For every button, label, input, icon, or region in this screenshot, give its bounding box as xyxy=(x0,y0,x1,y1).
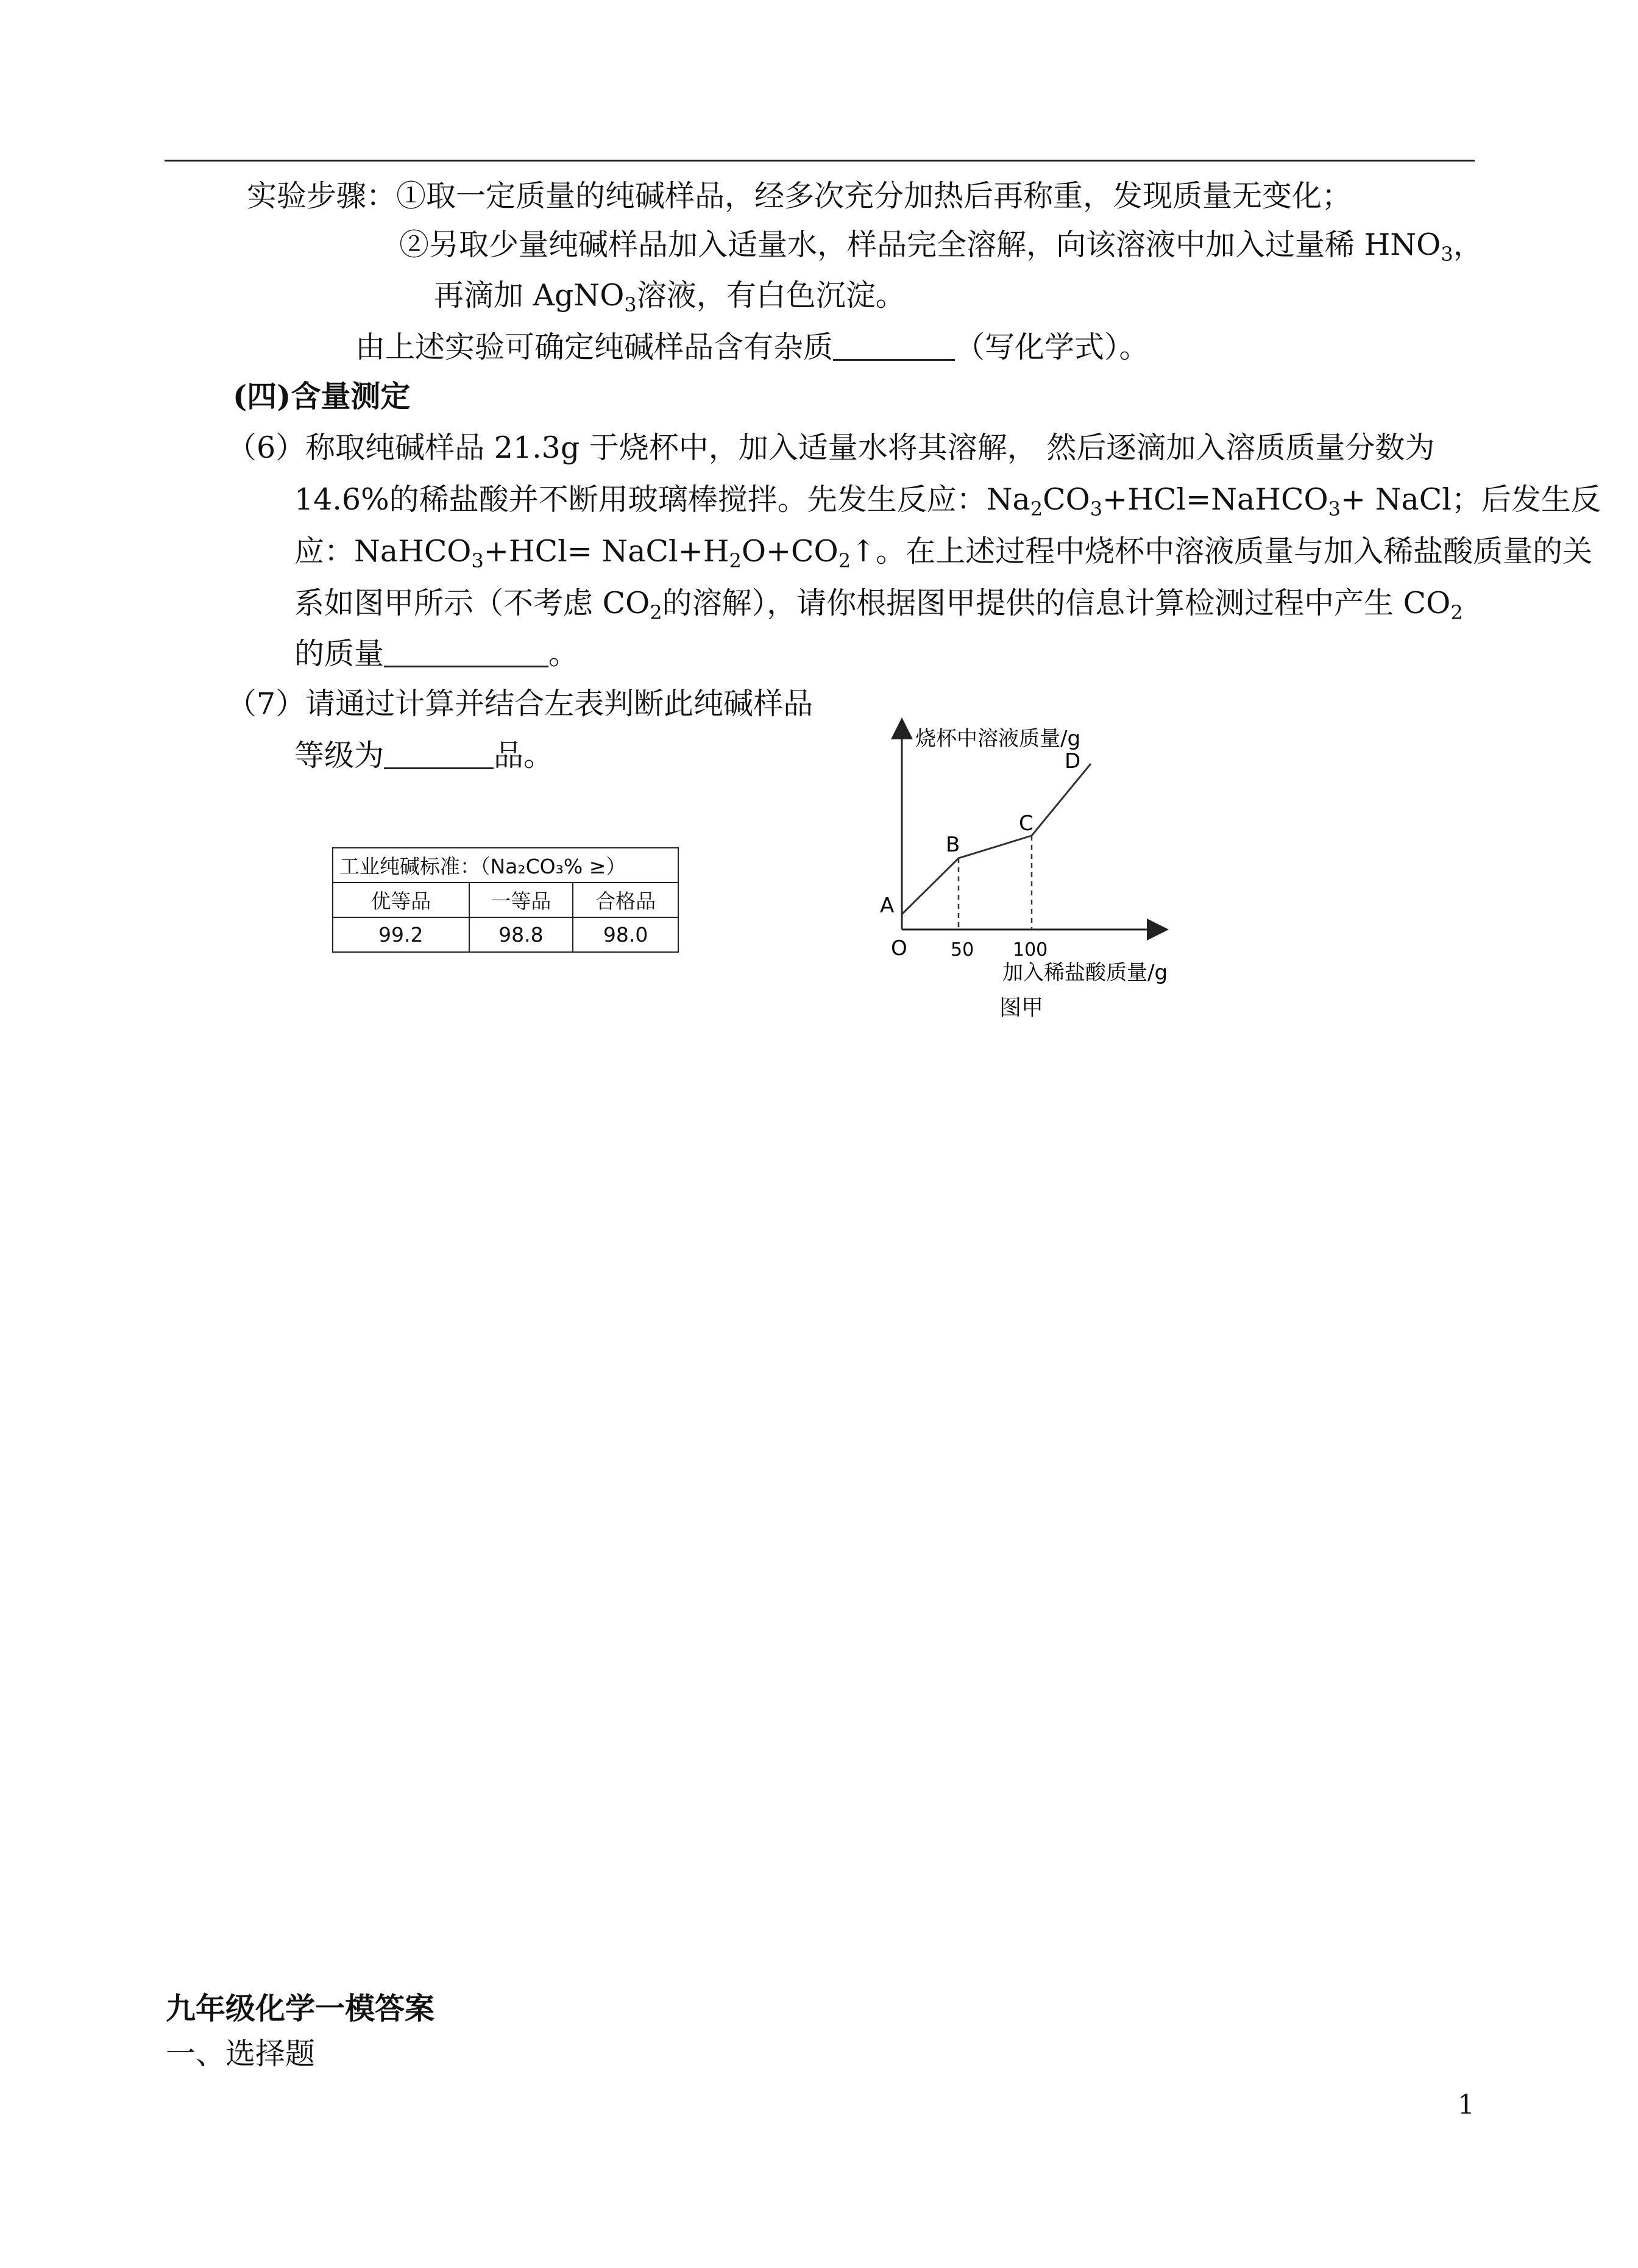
steps-line-2: ②另取少量纯碱样品加入适量水，样品完全溶解，向该溶液中加入过量稀 $HNO_3$， xyxy=(399,227,1483,266)
header-rule xyxy=(165,160,1475,162)
q6-line-4: 系如图甲所示（不考虑 $CO_2$的溶解），请你根据图甲提供的信息计算检测过程中产生 $CO_2$ xyxy=(294,586,1463,624)
page-number: 1 xyxy=(1458,2089,1475,2120)
q6-line-1: （6）称取纯碱样品 21.3g 于烧杯中，加入适量水将其溶解， 然后逐滴加入溶质质量分数为 xyxy=(227,430,1435,465)
x-axis-label: 加入稀盐酸质量/g xyxy=(1002,961,1168,985)
table-title: 工业纯碱标准：（Na₂CO₃% ≥） xyxy=(333,848,678,883)
table-cell: 98.8 xyxy=(469,917,573,952)
q6-line-3: 应：NaHCO$_3$+HCl= $NaCl+H_2O+CO_2↑$。在上述过程中烧杯中溶液质量与加入稀盐酸质量的关 xyxy=(294,534,1593,572)
point-label-c: C xyxy=(1019,811,1034,836)
origin-label: O xyxy=(891,936,907,961)
q6-line-2: 14.6%的稀盐酸并不断用玻璃棒搅拌。先发生反应：$Na_2CO_3+HCl=NaHCO_3+$ NaCl；后发生反 xyxy=(294,482,1601,521)
steps-conclusion: 由上述实验可确定纯碱样品含有杂质 （写化学式）。 xyxy=(355,330,1149,364)
answer-blank-impurity[interactable] xyxy=(833,332,955,361)
answers-section-1: 一、选择题 xyxy=(166,2036,316,2071)
point-label-b: B xyxy=(946,833,960,857)
table-header: 优等品 xyxy=(333,883,469,917)
answer-blank-grade[interactable] xyxy=(384,741,494,769)
series-line xyxy=(902,764,1091,914)
table-cell: 99.2 xyxy=(333,917,469,952)
step-1: ①取一定质量的纯碱样品，经多次充分加热后再称重，发现质量无变化； xyxy=(396,179,1352,213)
figure-caption: 图甲 xyxy=(999,995,1044,1020)
q6-line-5: 的质量 。 xyxy=(294,636,579,671)
steps-line-1 xyxy=(247,178,1352,215)
section-4-title: (四)含量测定 xyxy=(233,379,411,414)
y-axis-label: 烧杯中溶液质量/g xyxy=(915,727,1081,751)
q7-line-2: 等级为 品。 xyxy=(294,738,554,773)
soda-standard-table xyxy=(332,847,679,953)
table-header: 一等品 xyxy=(469,883,573,917)
point-label-d: D xyxy=(1065,749,1081,773)
q7-line-1: （7）请通过计算并结合左表判断此纯碱样品 xyxy=(227,686,814,721)
steps-line-3: 再滴加 AgNO$_3$溶液，有白色沉淀。 xyxy=(434,278,906,316)
answers-title: 九年级化学一模答案 xyxy=(166,1991,435,2026)
table-header: 合格品 xyxy=(573,883,678,917)
steps-label: 实验步骤： xyxy=(247,179,397,213)
figure-jia-chart xyxy=(853,716,1182,1045)
x-tick-label: 100 xyxy=(1013,939,1048,961)
answer-blank-co2-mass[interactable] xyxy=(384,639,548,667)
x-tick-label: 50 xyxy=(951,939,974,961)
point-label-a: A xyxy=(880,894,895,918)
table-cell: 98.0 xyxy=(573,917,678,952)
